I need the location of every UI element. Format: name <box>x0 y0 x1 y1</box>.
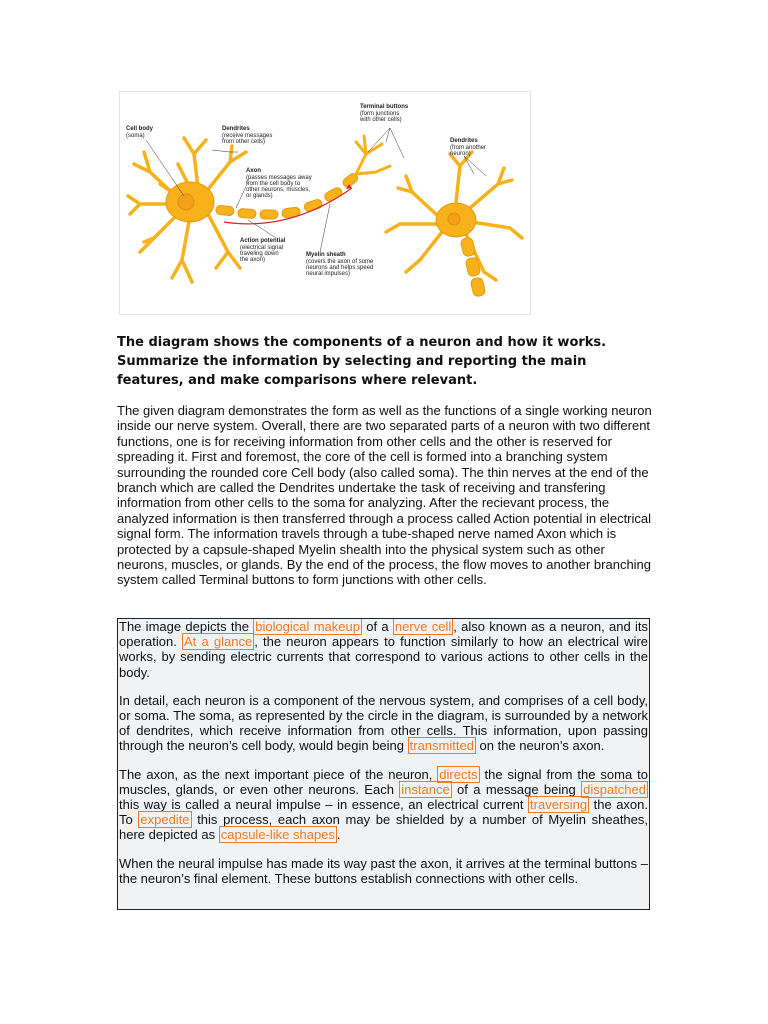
label-dendrites: Dendrites <box>222 126 250 132</box>
label-myelin-sheath-sub: neurons and helps speed <box>306 265 374 271</box>
highlighted-term: capsule-like shapes <box>220 827 335 843</box>
label-cell-body-sub: (soma) <box>126 133 145 139</box>
label-terminal-buttons-sub: (form junctions <box>360 111 400 117</box>
label-axon-sub: (passes messages away <box>246 175 312 181</box>
label-dendrites-other: Dendrites <box>450 138 478 144</box>
highlighted-term: instance <box>401 781 450 797</box>
nucleus <box>178 194 194 210</box>
label-action-potential: Action potential <box>240 238 286 244</box>
essay-text: , also known as a neuron, and its operation. <box>119 619 648 650</box>
essay-paragraph <box>119 767 648 843</box>
highlighted-term: transmitted <box>409 738 474 754</box>
essay-text: of a message being <box>451 781 582 797</box>
label-action-potential-sub: the axon) <box>240 257 266 263</box>
essay-text: this process, each axon may be shielded by a number of Myelin sheathes, here depicted as <box>119 812 648 843</box>
label-cell-body: Cell body <box>126 126 154 132</box>
essay-paragraph <box>119 619 648 680</box>
label-action-potential-sub: traveling down <box>240 251 279 257</box>
label-axon-sub: from the cell body to <box>246 181 301 187</box>
highlighted-term: directs <box>439 766 478 782</box>
highlighted-term: dispatched <box>583 781 646 797</box>
label-dendrites-sub: (receive messages <box>222 133 273 139</box>
essay-text: the axon. To <box>119 797 648 828</box>
label-axon-sub: or glands) <box>246 193 273 199</box>
essay-paragraph <box>119 693 648 754</box>
highlighted-term: nerve cell <box>394 619 452 634</box>
label-myelin-sheath: Myelin sheath <box>306 252 346 258</box>
terminal-branches <box>356 136 390 174</box>
essay-text: The image depicts the <box>119 619 254 634</box>
label-axon-sub: other neurons, muscles, <box>246 187 311 193</box>
neuron-illustration <box>120 92 530 314</box>
essay-text: In detail, each neuron is a component of the nervous system, and comprises of a cell body, or soma. The soma, as represented by the circle in the diagram, is surrounded by a network of dendrites, which receive information from other cells. This information, upon passing through the neuron’s cell body, would begin being <box>119 692 648 754</box>
essay-text: , the neuron appears to function similarly to how an electrical wire works, by sending electric currents that correspond to various actions to other cells in the body. <box>119 634 649 680</box>
sample-essay-box <box>117 618 650 910</box>
highlighted-term: At a glance <box>184 634 253 650</box>
essay-text: of a <box>361 619 393 634</box>
essay-text: The axon, as the next important piece of the neuron, <box>119 766 438 782</box>
label-action-potential-sub: (electrical signal <box>240 245 284 251</box>
label-myelin-sheath-sub: (covers the axon of some <box>306 259 374 265</box>
essay-text: . <box>336 827 341 843</box>
highlighted-term: biological makeup <box>255 619 360 634</box>
essay-paragraph <box>119 856 648 886</box>
label-dendrites-other-sub: (from another <box>450 145 487 151</box>
label-myelin-sheath-sub: neural impulses) <box>306 271 351 277</box>
neuron-diagram <box>120 92 530 314</box>
essay-text: When the neural impulse has made its way past the axon, it arrives at the terminal buttons – the neuron’s final element. These buttons establish connections with other cells. <box>119 855 648 886</box>
highlighted-term: expedite <box>140 812 190 828</box>
essay-text: the signal from the soma to muscles, glands, or even other neurons. Each <box>119 766 648 797</box>
task-question: The diagram shows the components of a neuron and how it works. Summarize the information by selecting and reporting the main features, and make comparisons where relevant. <box>117 335 607 388</box>
label-dendrites-sub: from other cells) <box>222 139 266 145</box>
label-terminal-buttons: Terminal buttons <box>360 104 409 110</box>
essay-text: on the neuron’s axon. <box>475 738 605 754</box>
essay-text: this way is called a neural impulse – in essence, an electrical current <box>119 797 529 813</box>
label-dendrites-other-sub: neuron) <box>450 151 471 157</box>
label-terminal-buttons-sub: with other cells) <box>360 117 402 123</box>
answer-paragraph: The given diagram demonstrates the form as well as the functions of a single working neuron inside our nerve system. Overall, there are two separated parts of a neuron with two different functions, one is for receiving information from other cells and the other is reserved for spreading it. First and foremost, the core of the cell is formed into a branching system surrounding the rounded core Cell body (also called soma). The thin nerves at the end of the branch which are called the Dendrites undertake the task of receiving and transfering information from other cells to the soma for analyzing. After the recievant process, the analyzed information is then transferred through a process called Action potential in electrical signal form. The information travels through a tube-shaped nerve named Axon which is protected by a capsule-shaped Myelin shealth into the physical system such as other neurons, muscles, or glands. By the end of the process, the flow moves to another branching system called Terminal buttons to form junctions with other cells. <box>117 403 652 588</box>
highlighted-term: traversing <box>530 797 588 813</box>
label-axon: Axon <box>246 168 261 174</box>
